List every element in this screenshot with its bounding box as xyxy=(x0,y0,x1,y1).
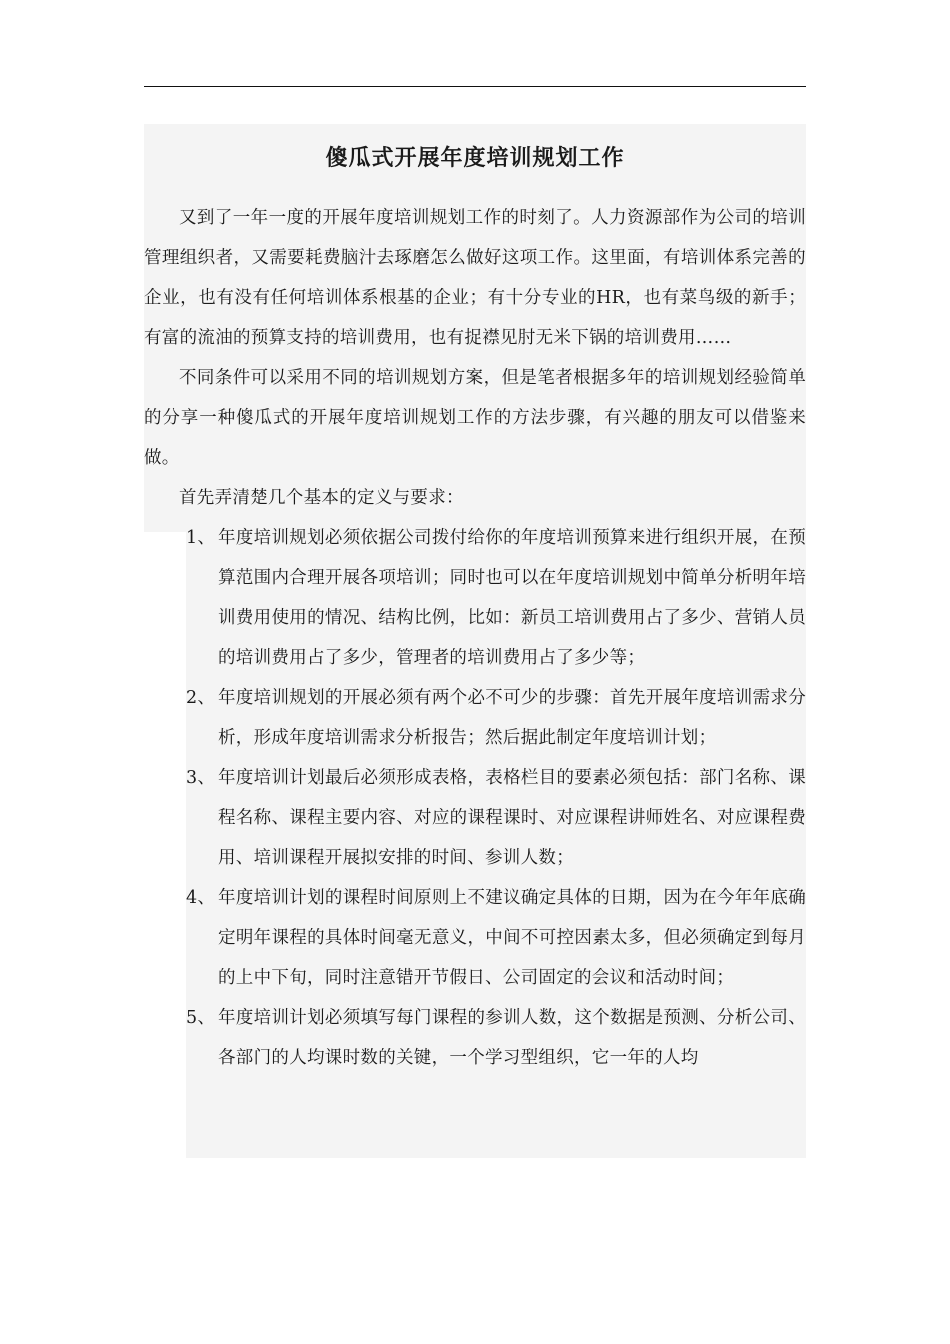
list-item xyxy=(186,518,806,678)
list-text: 年度培训规划必须依据公司拨付给你的年度培训预算来进行组织开展，在预算范围内合理开展各项培训；同时也可以在年度培训规划中简单分析明年培训费用使用的情况、结构比例，比如：新员工培训费用占了多少、营销人员的培训费用占了多少，管理者的培训费用占了多少等； xyxy=(218,528,806,668)
list-number: 1、 xyxy=(186,528,216,548)
list-number: 5、 xyxy=(186,1008,216,1028)
list-text: 年度培训计划必须填写每门课程的参训人数，这个数据是预测、分析公司、各部门的人均课时数的关键，一个学习型组织，它一年的人均 xyxy=(218,1008,806,1068)
list-item xyxy=(186,678,806,758)
list-item xyxy=(186,758,806,878)
document-body xyxy=(144,124,806,1078)
list-text: 年度培训规划的开展必须有两个必不可少的步骤：首先开展年度培训需求分析，形成年度培训需求分析报告；然后据此制定年度培训计划； xyxy=(218,688,806,748)
list-item xyxy=(186,878,806,998)
header-rule xyxy=(144,86,806,87)
requirements-lead: 首先弄清楚几个基本的定义与要求： xyxy=(179,488,464,508)
list-text: 年度培训计划的课程时间原则上不建议确定具体的日期，因为在今年年底确定明年课程的具体时间毫无意义，中间不可控因素太多，但必须确定到每月的上中下旬，同时注意错开节假日、公司固定的会议和活动时间； xyxy=(218,888,806,988)
list-text: 年度培训计划最后必须形成表格，表格栏目的要素必须包括：部门名称、课程名称、课程主要内容、对应的课程课时、对应课程讲师姓名、对应课程费用、培训课程开展拟安排的时间、参训人数； xyxy=(218,768,806,868)
list-number: 3、 xyxy=(186,768,216,788)
approach-paragraph: 不同条件可以采用不同的培训规划方案，但是笔者根据多年的培训规划经验简单的分享一种傻瓜式的开展年度培训规划工作的方法步骤，有兴趣的朋友可以借鉴来做。 xyxy=(144,368,806,468)
list-number: 2、 xyxy=(186,688,216,708)
requirements-list xyxy=(144,518,806,1078)
document-title: 傻瓜式开展年度培训规划工作 xyxy=(325,145,625,171)
list-item xyxy=(186,998,806,1078)
intro-paragraph: 又到了一年一度的开展年度培训规划工作的时刻了。人力资源部作为公司的培训管理组织者，又需要耗费脑汁去琢磨怎么做好这项工作。这里面，有培训体系完善的企业，也有没有任何培训体系根基的企业；有十分专业的HR，也有菜鸟级的新手；有富的流油的预算支持的培训费用，也有捉襟见肘无米下锅的培训费用…… xyxy=(144,208,806,348)
list-number: 4、 xyxy=(186,888,216,908)
